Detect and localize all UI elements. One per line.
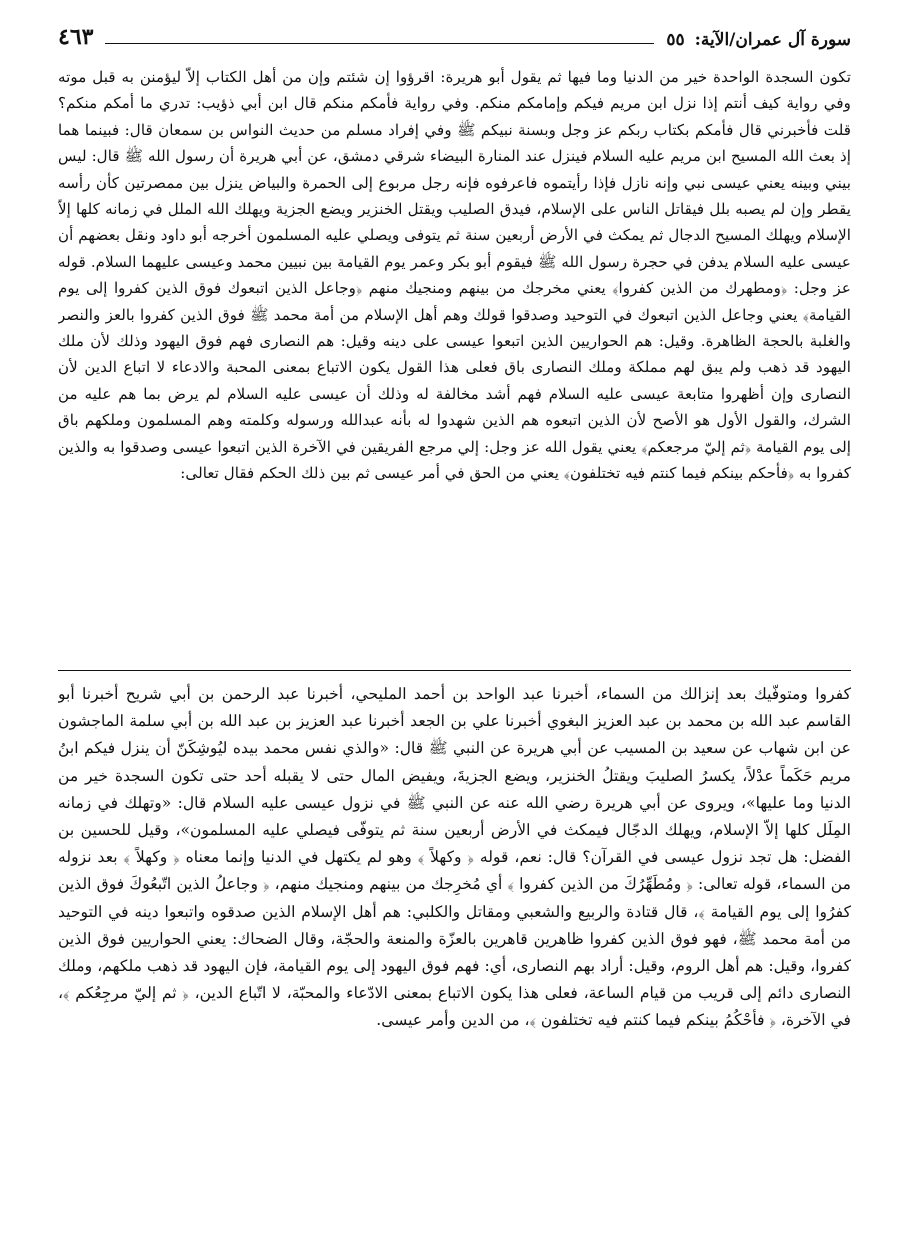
surah-title: سورة آل عمران/الآية: <box>694 30 851 50</box>
main-commentary <box>58 64 851 662</box>
secondary-commentary <box>58 681 851 1151</box>
verse-number: ٥٥ <box>666 30 685 50</box>
header-rule <box>105 43 654 44</box>
section-divider <box>58 670 851 671</box>
secondary-commentary-text: كفروا ومتوفّيك بعد إنزالك من السماء، أخبرنا عبد الواحد بن أحمد المليحي، أخبرنا عبد الرحمن بن أبي شريح أخبرنا أبو القاسم عبد الله بن محمد بن عبد العزيز البغوي أخبرنا علي بن الجعد أخبرنا عبد العزيز بن عبد الله بن أبي سلمة الماجشون عن ابن شهاب عن سعيد بن المسيب عن أبي هريرة عن النبي ﷺ قال: «والذي نفس محمد بيده ليُوشِكَنّ أن ينزل فيكم ابنُ مريم حَكَماً عدْلاً، يكسرُ الصليبَ ويقتلُ الخنزير، ويضع الجزيةَ، ويفيض المال حتى لا يقبله أحد حتى تكون السجدة خير من الدنيا وما عليها»، ويروى عن أبي هريرة رضي الله عنه عن النبي ﷺ في نزول عيسى عليه السلام قال: «وتهلك في زمانه المِلَل كلها إلاّ الإسلام، ويهلك الدجّال فيمكث في الأرض أربعين سنة ثم يتوفّى فيصلي عليه المسلمون»، وقيل للحسين بن الفضل: هل تجد نزول عيسى في القرآن؟ قال: نعم، قوله ﴿ وكهلاً ﴾ وهو لم يكتهل في الدنيا وإنما معناه ﴿ وكهلاً ﴾ بعد نزوله من السماء، قوله تعالى: ﴿ ومُطَهِّرُكَ من الذين كفروا ﴾ أي مُخرِجك من بينهم ومنجيك منهم، ﴿ وجاعلُ الذين اتّبعُوكَ فوق الذين كفرُوا إلى يوم القيامة ﴾، قال قتادة والربيع والشعبي ومقاتل والكلبي: هم أهل الإسلام الذين صدقوه واتبعوا دينه في التوحيد من أمة محمد ﷺ، فهو فوق الذين كفروا ظاهرين قاهرين بالعزّة والمنعة والحجّة، وقال الضحاك: يعني الحواريين فوق الذين كفروا، وقيل: هم أهل الروم، وقيل: أراد بهم النصارى، أي: فهم فوق اليهود إلى يوم القيامة، فإن اليهود قد ذهب ملكهم، وملك النصارى دائم إلى قريب من قيام الساعة، فعلى هذا يكون الاتباع بمعنى الادّعاء والمحبّة، لا اتّباع الدين، ﴿ ثم إليّ مرجِعُكم ﴾، في الآخرة، ﴿ فأحْكُمُ بينكم فيما كنتم فيه تختلفون ﴾، من الدين وأمر عيسى. <box>58 685 851 1030</box>
page-header <box>58 26 851 50</box>
main-commentary-text: تكون السجدة الواحدة خير من الدنيا وما فيها ثم يقول أبو هريرة: اقرؤوا إن شئتم وإن من أهل الكتاب إلاّ ليؤمنن به قبل موته وفي رواية كيف أنتم إذا نزل ابن مريم فيكم وإمامكم منكم. وفي رواية فأمكم منكم قال ابن أبي ذؤيب: تدري ما أمكم منكم؟ قلت فأخبرني قال فأمكم بكتاب ربكم عز وجل وبسنة نبيكم ﷺ وفي إفراد مسلم من حديث النواس بن سمعان قال: فبينما هما إذ بعث الله المسيح ابن مريم عليه السلام فينزل عند المنارة البيضاء شرقي دمشق، عن أبي هريرة أن رسول الله ﷺ قال: ليس بيني وبينه يعني عيسى نبي وإنه نازل فإذا رأيتموه فاعرفوه فإنه رجل مربوع إلى الحمرة والبياض ينزل بين ممصرتين كأن رأسه يقطر وإن لم يصبه بلل فيقاتل الناس على الإسلام، فيدق الصليب ويقتل الخنزير ويضع الجزية ويهلك الله الملل في زمانه كلها إلاّ الإسلام ويهلك المسيح الدجال ثم يمكث في الأرض أربعين سنة ثم يتوفى ويصلي عليه المسلمون أخرجه أبو داود ونقل بعضهم أن عيسى عليه السلام يدفن في حجرة رسول الله ﷺ فيقوم أبو بكر وعمر يوم القيامة بين نبيين محمد وعيسى عليهما السلام. قوله عز وجل: ﴿ومطهرك من الذين كفروا﴾ يعني مخرجك من بينهم ومنجيك منهم ﴿وجاعل الذين اتبعوك فوق الذين كفروا إلى يوم القيامة﴾ يعني وجاعل الذين اتبعوك في التوحيد وصدقوا قولك وهم أهل الإسلام من أمة محمد ﷺ فوق الذين كفروا بالعز والنصر والغلبة بالحجة الظاهرة. وقيل: هم الحواريين الذين اتبعوا عيسى على دينه وقيل: هم النصارى فهم فوق اليهود وذلك لأن ملك اليهود قد ذهب ولم يبق لهم مملكة وملك النصارى باق فعلى هذا القول يكون الاتباع بمعنى المحبة والادعاء لا اتباع الدين لأن النصارى وإن أظهروا متابعة عيسى عليه السلام فهم أشد مخالفة له وذلك أن عيسى عليه السلام لم يرض بما هم عليه من الشرك، والقول الأول هو الأصح لأن الذين اتبعوه هم الذين شهدوا له بأنه عبدالله ورسوله وكلمته وهم المسلمون وملكهم باق إلى يوم القيامة ﴿ثم إليّ مرجعكم﴾ يعني يقول الله عز وجل: إلي مرجع الفريقين في الآخرة الذين اتبعوا عيسى وصدقوا به والذين كفروا به ﴿فأحكم بينكم فيما كنتم فيه تختلفون﴾ يعني من الحق في أمر عيسى ثم بين ذلك الحكم فقال تعالى: <box>58 68 851 483</box>
page-number: ٤٦٣ <box>58 24 94 50</box>
